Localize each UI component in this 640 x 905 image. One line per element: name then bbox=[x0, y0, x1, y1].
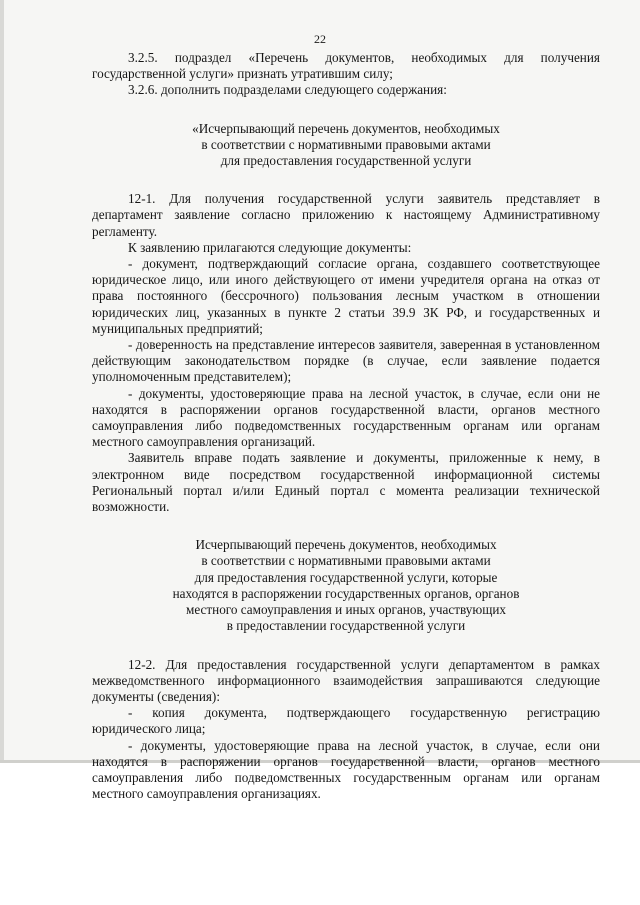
heading-2-line: местного самоуправления и иных органов, участвующих bbox=[186, 602, 506, 618]
heading-2-line: находятся в распоряжении государственных органов, органов bbox=[172, 585, 520, 601]
heading-1-line: в соответствии с нормативными правовыми актами bbox=[201, 136, 491, 152]
paragraph-3-2-6: 3.2.6. дополнить подразделами следующего содержания: bbox=[128, 82, 447, 98]
paragraph-attachments-intro: К заявлению прилагаются следующие документы: bbox=[128, 239, 412, 255]
list-item-registration-copy: - копия документа, подтверждающего государственную регистрацию юридического лица; bbox=[92, 705, 600, 737]
paragraph-12-1: 12-1. Для получения государственной услуги заявитель представляет в департамент заявление согласно приложению к настоящему Административному регламенту. bbox=[92, 191, 600, 239]
section-heading-1 bbox=[92, 121, 600, 170]
list-item-consent-document: - документ, подтверждающий согласие органа, создавшего соответствующее юридическое лицо, или иного действующего от имени учредителя органа на отказ от права постоянного (бессрочного) пользования лесным участком в отношении юридических лиц, указанных в пункте 2 статьи 39.9 ЗК РФ, и государственных и муниципальных предприятий; bbox=[92, 256, 600, 336]
heading-2-line: в соответствии с нормативными правовыми актами bbox=[201, 553, 491, 569]
document-body bbox=[92, 50, 600, 802]
heading-2-line: для предоставления государственной услуги, которые bbox=[194, 569, 498, 585]
page-left-edge bbox=[0, 0, 4, 762]
heading-1-line: для предоставления государственной услуги bbox=[220, 153, 472, 169]
heading-2-line: в предоставлении государственной услуги bbox=[226, 618, 466, 634]
paragraph-3-2-5: 3.2.5. подраздел «Перечень документов, необходимых для получения государственной услуги» признать утратившим силу; bbox=[92, 50, 600, 82]
list-item-land-rights-documents: - документы, удостоверяющие права на лесной участок, в случае, если они не находятся в распоряжении органов государственной власти, органов местного самоуправления либо подведомственных государственным органам или органам местного самоуправления организаций. bbox=[92, 385, 600, 450]
list-item-land-rights-held: - документы, удостоверяющие права на лесной участок, в случае, если они находятся в распоряжении органов государственной власти, органов местного самоуправления либо подведомственных государственным органам или органам местного самоуправления организациях. bbox=[92, 737, 600, 802]
heading-1-line: «Исчерпывающий перечень документов, необходимых bbox=[192, 120, 500, 136]
page-number: 22 bbox=[314, 32, 326, 46]
section-heading-2 bbox=[92, 537, 600, 634]
paragraph-12-2: 12-2. Для предоставления государственной услуги департаментом в рамках межведомственного информационного взаимодействия запрашиваются следующие документы (сведения): bbox=[92, 656, 600, 704]
paragraph-electronic-submission: Заявитель вправе подать заявление и документы, приложенные к нему, в электронном виде посредством государственной информационной системы Региональный портал и/или Единый портал с момента реализации технической возможности. bbox=[92, 450, 600, 515]
list-item-power-of-attorney: - доверенность на представление интересов заявителя, заверенная в установленном действующим законодательством порядке (в случае, если заявление подается уполномоченным представителем); bbox=[92, 337, 600, 385]
heading-2-line: Исчерпывающий перечень документов, необходимых bbox=[195, 537, 497, 553]
